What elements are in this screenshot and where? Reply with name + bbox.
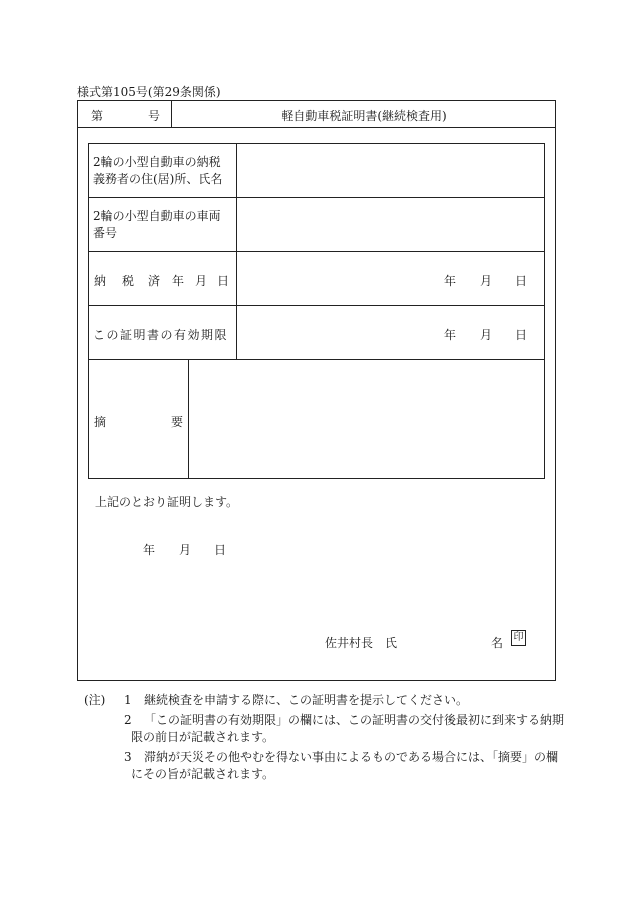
tax-paid-month-unit: 月 xyxy=(480,274,493,288)
note-text: 継続検査を申請する際に、この証明書を提示してください。 xyxy=(144,693,469,707)
certificate-number-suffix: 号 xyxy=(148,109,161,123)
note-number: 1 xyxy=(124,693,132,707)
summary-label-char: 要 xyxy=(171,415,184,429)
vehicle-number-label-line2: 番号 xyxy=(93,226,118,240)
tax-paid-date-label-char: 済 xyxy=(148,274,161,288)
table-row-divider xyxy=(88,305,545,306)
tax-paid-date-label-char: 納 xyxy=(94,274,107,288)
summary-value[interactable] xyxy=(189,360,544,478)
mayor-title: 佐井村長 氏 xyxy=(325,636,398,650)
note-number: 2 xyxy=(124,713,132,727)
certification-day-unit: 日 xyxy=(214,543,227,557)
validity-month-unit: 月 xyxy=(480,328,493,342)
tax-paid-date-label-char: 月 xyxy=(195,274,208,288)
seal-mark: 印 xyxy=(511,630,526,646)
certification-month-unit: 月 xyxy=(179,543,192,557)
vehicle-number-value[interactable] xyxy=(237,198,544,251)
summary-label-char: 摘 xyxy=(94,415,107,429)
certificate-number-prefix: 第 xyxy=(91,109,104,123)
note-number: 3 xyxy=(124,750,132,764)
certification-year-unit: 年 xyxy=(143,543,156,557)
owner-address-name-label-line1: 2輪の小型自動車の納税 xyxy=(93,155,221,169)
form-number-label: 様式第105号(第29条関係) xyxy=(77,85,221,99)
note-text: 「この証明書の有効期限」の欄には、この証明書の交付後最初に到来する納期 xyxy=(144,713,565,727)
certification-statement: 上記のとおり証明します。 xyxy=(95,495,239,509)
notes-prefix: (注) xyxy=(84,693,106,707)
owner-address-name-value[interactable] xyxy=(237,144,544,197)
validity-year-unit: 年 xyxy=(444,328,457,342)
validity-period-label: この証明書の有効期限 xyxy=(93,328,229,342)
mayor-name-char: 名 xyxy=(491,636,504,650)
validity-day-unit: 日 xyxy=(515,328,528,342)
vehicle-number-label-line1: 2輪の小型自動車の車両 xyxy=(93,209,221,223)
table-row-divider xyxy=(88,251,545,252)
tax-paid-date-label-char: 税 xyxy=(122,274,135,288)
tax-paid-date-label-char: 年 xyxy=(172,274,185,288)
certificate-title: 軽自動車税証明書(継続検査用) xyxy=(281,109,447,123)
note-text-continuation: 限の前日が記載されます。 xyxy=(131,730,275,744)
note-text-continuation: にその旨が記載されます。 xyxy=(131,767,275,781)
note-text: 滞納が天災その他やむを得ない事由によるものである場合には、「摘要」の欄 xyxy=(144,750,559,764)
tax-paid-day-unit: 日 xyxy=(515,274,528,288)
tax-paid-date-label-char: 日 xyxy=(217,274,230,288)
owner-address-name-label-line2: 義務者の住(居)所、氏名 xyxy=(93,172,223,186)
tax-paid-year-unit: 年 xyxy=(444,274,457,288)
